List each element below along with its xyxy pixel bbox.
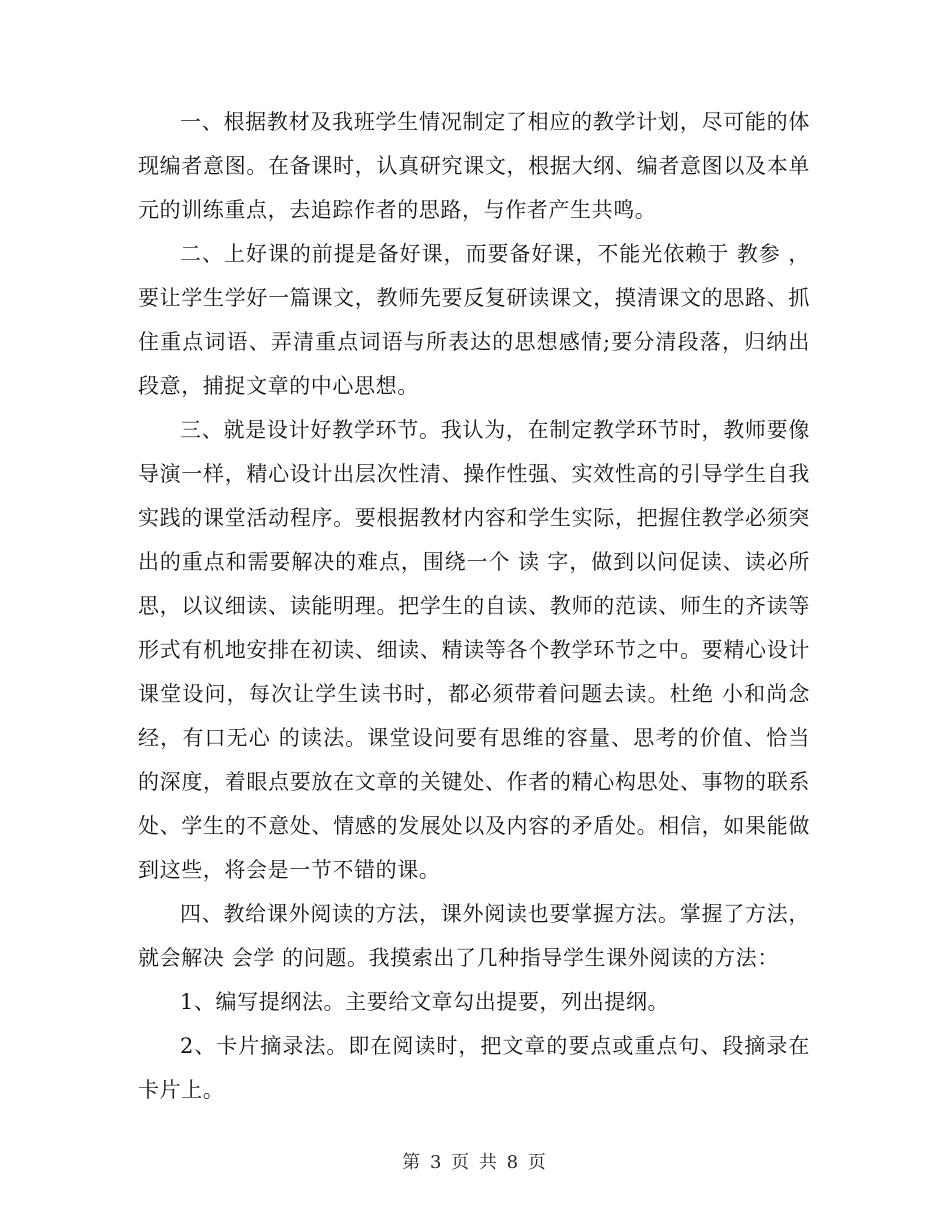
paragraph-4: 四、教给课外阅读的方法，课外阅读也要掌握方法。掌握了方法，就会解决 会学 的问题。我摸索出了几种指导学生课外阅读的方法： (138, 902, 810, 970)
paragraph-5: 1、编写提纲法。主要给文章勾出提要，列出提纲。 (180, 990, 670, 1014)
paragraph-2: 二、上好课的前提是备好课，而要备好课，不能光依赖于 教参 ，要让学生学好一篇课文，教师先要反复研读课文，摸清课文的思路、抓住重点词语、弄清重点词语与所表达的思想感情;要分清段落，归纳出段意，捕捉文章的中心思想。 (138, 242, 810, 398)
paragraph-3: 三、就是设计好教学环节。我认为，在制定教学环节时，教师要像导演一样，精心设计出层次性清、操作性强、实效性高的引导学生自我实践的课堂活动程序。要根据教材内容和学生实际，把握住教学必须突出的重点和需要解决的难点，围绕一个 读 字，做到以问促读、读必所思，以议细读、读能明理。把学生的自读、教师的范读、师生的齐读等形式有机地安排在初读、细读、精读等各个教学环节之中。要精心设计课堂设问，每次让学生读书时，都必须带着问题去读。杜绝 小和尚念经，有口无心 的读法。课堂设问要有思维的容量、思考的价值、恰当的深度，着眼点要放在文章的关键处、作者的精心构思处、事物的联系处、学生的不意处、情感的发展处以及内容的矛盾处。相信，如果能做到这些，将会是一节不错的课。 (138, 418, 810, 882)
paragraph-6: 2、卡片摘录法。即在阅读时，把文章的要点或重点句、段摘录在卡片上。 (138, 1034, 810, 1102)
page-number-footer: 第 3 页 共 8 页 (402, 1152, 548, 1173)
document-body (138, 100, 810, 1112)
paragraph-1: 一、根据教材及我班学生情况制定了相应的教学计划，尽可能的体现编者意图。在备课时，认真研究课文，根据大纲、编者意图以及本单元的训练重点，去追踪作者的思路，与作者产生共鸣。 (138, 110, 810, 222)
